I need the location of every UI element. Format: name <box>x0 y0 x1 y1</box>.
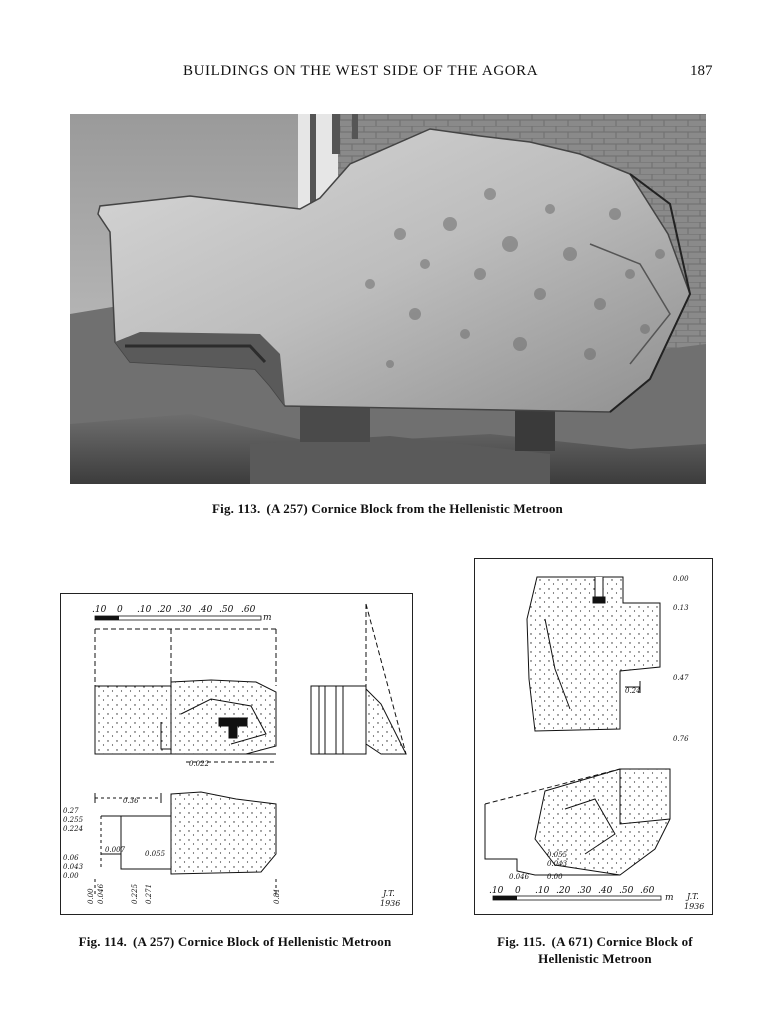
dimension-label: 0.022 <box>189 760 210 768</box>
level-label: 0.47 <box>673 674 689 682</box>
scale-label: .50 <box>219 605 234 615</box>
scale-label: .10 <box>535 886 550 896</box>
figure-114-svg <box>61 594 412 914</box>
draftsman-initials: J.T. <box>687 892 699 901</box>
scale-unit: m <box>263 613 272 623</box>
figure-114-number: Fig. 114. <box>78 934 127 949</box>
scale-label: 0 <box>117 605 123 615</box>
running-title: BUILDINGS ON THE WEST SIDE OF THE AGORA <box>183 63 539 79</box>
figure-113-number: Fig. 113. <box>212 501 261 516</box>
scale-label: .20 <box>157 605 172 615</box>
scale-label: .10 <box>489 886 504 896</box>
figure-114-scale-bar <box>92 605 272 623</box>
level-label: 0.00 <box>673 575 689 583</box>
figure-115-caption-text: (A 671) Cornice Block of Hellenistic Metroon <box>538 934 693 966</box>
photograph-illustration <box>70 114 706 484</box>
figure-114-caption-text: (A 257) Cornice Block of Hellenistic Metroon <box>132 934 392 949</box>
cornice-block-photograph <box>70 114 706 484</box>
dimension-label: 0.255 <box>63 816 84 824</box>
dimension-label: 0.225 <box>131 883 139 904</box>
dimension-label: 0.27 <box>63 807 79 815</box>
scale-label: .30 <box>577 886 592 896</box>
dimension-label: 0.046 <box>509 873 530 881</box>
drawing-year: 1936 <box>684 902 705 911</box>
dimension-label: 0.007 <box>105 846 126 854</box>
scale-label: .50 <box>619 886 634 896</box>
dimension-label: 0.043 <box>63 863 84 871</box>
level-label: 0.76 <box>673 735 689 743</box>
draftsman-initials: J.T. <box>383 889 395 898</box>
dimension-label: 0.043 <box>547 860 568 868</box>
scale-label: 0 <box>515 886 521 896</box>
scale-label: .60 <box>241 605 256 615</box>
figure-115-scale-bar <box>489 886 674 903</box>
scale-label: .40 <box>598 886 613 896</box>
dimension-label: 0.00 <box>63 872 79 880</box>
drawing-year: 1936 <box>380 899 401 908</box>
scale-label: .40 <box>198 605 213 615</box>
dimension-label: 0.055 <box>145 850 166 858</box>
dimension-label: 0.81 <box>273 888 281 904</box>
page-number: 187 <box>690 63 713 79</box>
scale-label: .60 <box>640 886 655 896</box>
dimension-label: 0.055 <box>547 851 568 859</box>
figure-114-caption <box>30 933 440 950</box>
figure-114-drawing <box>60 593 413 915</box>
dimension-label: 0.36 <box>123 797 139 805</box>
dimension-label: 0.24 <box>625 687 641 695</box>
figure-113-caption-text: (A 257) Cornice Block from the Hellenistic Metroon <box>266 501 563 516</box>
scale-unit: m <box>665 893 674 903</box>
level-label: 0.13 <box>673 604 689 612</box>
figure-115-drawing <box>474 558 713 915</box>
dimension-label: 0.00 <box>547 873 563 881</box>
dimension-label: 0.271 <box>145 883 153 904</box>
dimension-label: 0.046 <box>97 883 105 904</box>
scale-label: .10 <box>92 605 107 615</box>
dimension-label: 0.06 <box>63 854 79 862</box>
scale-label: .10 <box>137 605 152 615</box>
scale-label: .20 <box>556 886 571 896</box>
figure-115-number: Fig. 115. <box>497 934 546 949</box>
figure-113-caption <box>120 500 655 517</box>
dimension-label: 0.224 <box>63 825 84 833</box>
figure-115-svg <box>475 559 712 914</box>
scale-label: .30 <box>177 605 192 615</box>
figure-115-caption <box>470 933 720 967</box>
dimension-label: 0.00 <box>87 888 95 904</box>
running-head <box>0 63 775 83</box>
